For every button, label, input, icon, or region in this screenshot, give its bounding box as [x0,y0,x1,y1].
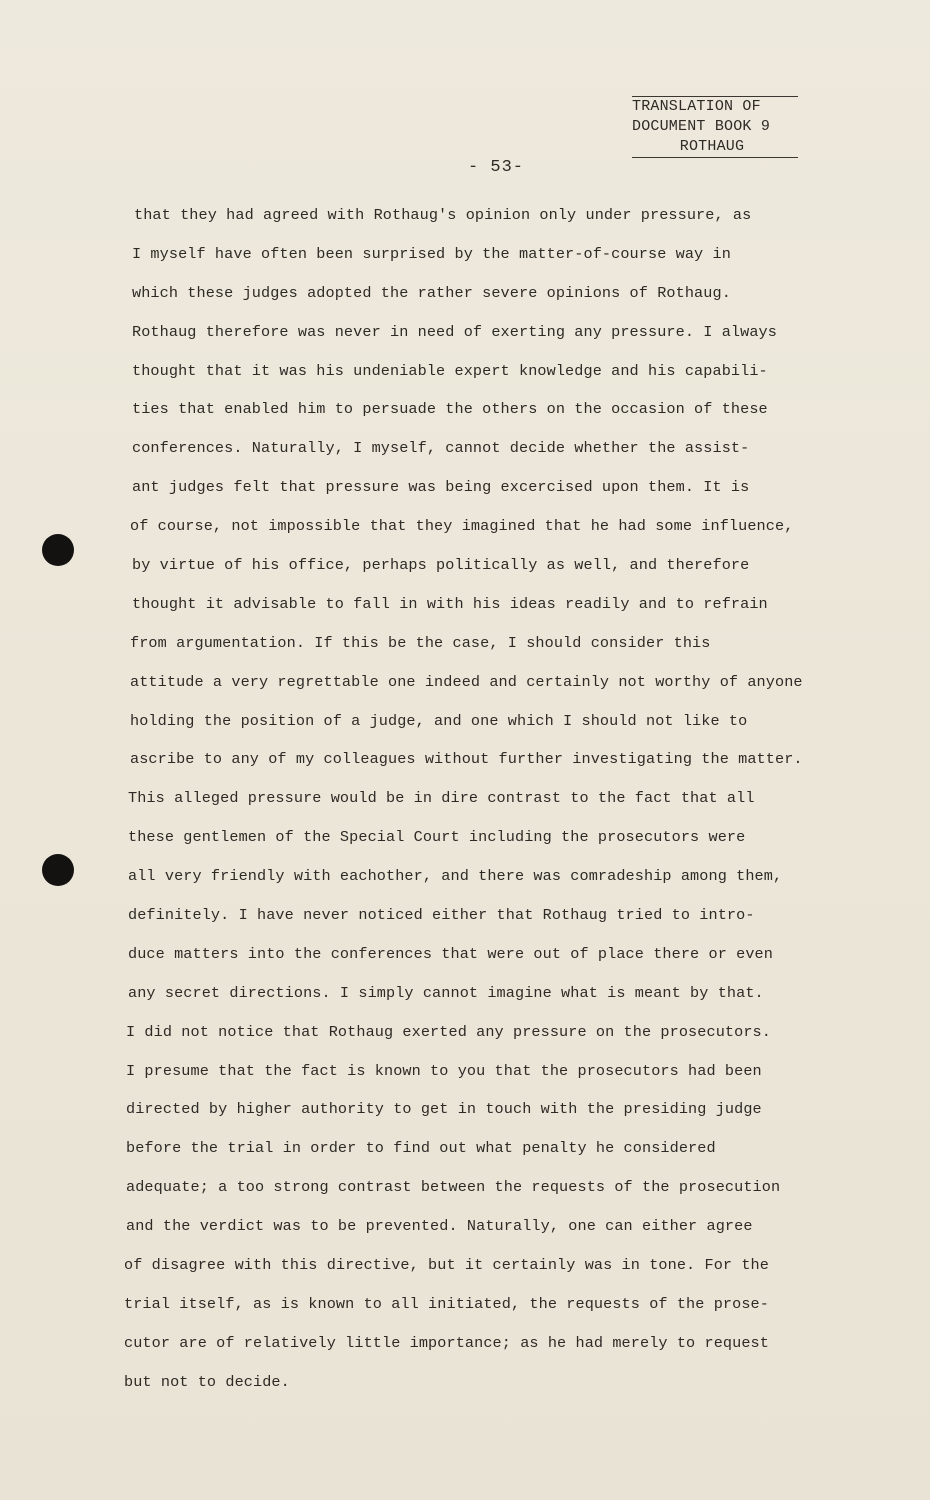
body-line: all very friendly with eachother, and there was comradeship among them, [128,867,783,886]
page-number: - 53- [468,158,525,177]
body-line: Rothaug therefore was never in need of exerting any pressure. I always [132,322,777,341]
body-line: by virtue of his office, perhaps politically as well, and therefore [132,556,750,575]
body-line: definitely. I have never noticed either that Rothaug tried to intro- [128,906,755,925]
body-line: I did not notice that Rothaug exerted any pressure on the prosecutors. [126,1022,771,1041]
header-line-1: TRANSLATION OF [632,98,761,115]
body-line: ties that enabled him to persuade the others on the occasion of these [132,400,768,419]
body-line: holding the position of a judge, and one which I should not like to [130,711,748,730]
body-line: and the verdict was to be prevented. Naturally, one can either agree [126,1217,753,1236]
body-line: ant judges felt that pressure was being excercised upon them. It is [132,478,750,497]
body-line: I myself have often been surprised by the matter-of-course way in [132,244,731,263]
body-line: ascribe to any of my colleagues without further investigating the matter. [130,750,803,769]
body-line: duce matters into the conferences that were out of place there or even [128,944,773,963]
header-bottom-rule [632,157,798,158]
body-line: thought that it was his undeniable expert knowledge and his capabili- [132,361,768,380]
body-line: these gentlemen of the Special Court including the prosecutors were [128,828,746,847]
body-line: of disagree with this directive, but it certainly was in tone. For the [124,1256,769,1275]
body-line: but not to decide. [124,1372,290,1391]
body-line: thought it advisable to fall in with his ideas readily and to refrain [132,594,768,613]
translation-header [632,96,800,158]
body-line: I presume that the fact is known to you that the prosecutors had been [126,1061,762,1080]
body-line: directed by higher authority to get in touch with the presiding judge [126,1100,762,1119]
body-line: cutor are of relatively little importance; as he had merely to request [124,1333,769,1352]
body-line: from argumentation. If this be the case, I should consider this [130,633,711,652]
body-line: This alleged pressure would be in dire contrast to the fact that all [128,789,755,808]
body-line: that they had agreed with Rothaug's opinion only under pressure, as [134,206,752,224]
header-line-2: DOCUMENT BOOK 9 [632,118,771,135]
body-line: of course, not impossible that they imagined that he had some influence, [130,517,794,536]
body-line: which these judges adopted the rather severe opinions of Rothaug. [132,283,731,302]
body-line: attitude a very regrettable one indeed and certainly not worthy of anyone [130,672,803,691]
document-body [122,196,842,1402]
body-line: trial itself, as is known to all initiated, the requests of the prose- [124,1294,769,1313]
body-line: adequate; a too strong contrast between the requests of the prosecution [126,1178,781,1197]
punch-hole-upper [42,534,74,566]
body-line: before the trial in order to find out what penalty he considered [126,1139,716,1158]
body-line: conferences. Naturally, I myself, cannot decide whether the assist- [132,439,750,458]
header-line-3: ROTHAUG [679,138,745,155]
body-line: any secret directions. I simply cannot imagine what is meant by that. [128,983,764,1002]
punch-hole-lower [42,854,74,886]
